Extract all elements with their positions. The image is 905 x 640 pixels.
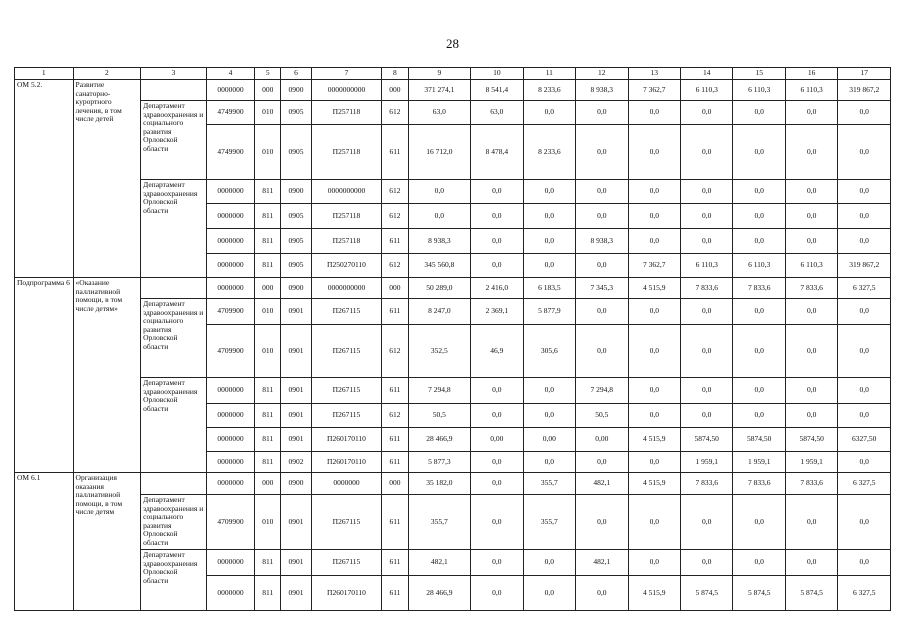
data-cell: 611 [382,576,408,611]
data-cell: 0,0 [628,101,680,125]
data-cell: 0,0 [733,325,785,378]
data-cell: 611 [382,452,408,473]
data-cell: 5874,50 [785,428,837,452]
data-cell: 0,0 [576,495,628,550]
measure-title: «Оказание паллиативной помощи, в том числе детям» [73,278,141,473]
data-cell: П267115 [311,378,382,404]
data-cell: 0,0 [680,550,732,576]
data-cell: 811 [255,404,281,428]
data-cell: 611 [382,378,408,404]
data-cell: П257118 [311,101,382,125]
data-cell: 4749900 [206,125,254,180]
data-cell: П260170110 [311,452,382,473]
data-cell: 611 [382,125,408,180]
data-cell: 0,0 [471,550,523,576]
data-cell: 0,0 [471,495,523,550]
table-row [15,299,891,325]
data-cell: 2 416,0 [471,278,523,299]
data-cell: 0,0 [471,180,523,204]
data-cell: 0,0 [628,452,680,473]
data-cell: 6 327,5 [838,473,891,495]
data-cell: 0,0 [680,378,732,404]
data-cell: 0000000 [206,278,254,299]
column-number: 16 [785,68,837,80]
data-cell: 0,0 [471,473,523,495]
data-cell: П267115 [311,404,382,428]
data-cell: 0,0 [838,299,891,325]
executor-cell [141,473,207,495]
data-cell: 000 [382,278,408,299]
data-cell: 0,0 [628,204,680,229]
data-cell: 0,0 [838,125,891,180]
executor-name: Департамент здравоохранения Орловской области [141,180,207,278]
measure-title: Организация оказания паллиативной помощи, в том числе детям [73,473,141,611]
data-cell: 0,0 [471,404,523,428]
data-cell: П267115 [311,299,382,325]
data-cell: 0000000 [206,378,254,404]
data-cell: 8 233,6 [523,80,575,101]
data-cell: 63,0 [471,101,523,125]
data-cell: 611 [382,299,408,325]
data-cell: 0902 [281,452,311,473]
data-cell: П257118 [311,229,382,254]
group-total-row [15,278,891,299]
data-cell: 4 515,9 [628,278,680,299]
data-cell: 482,1 [408,550,471,576]
data-cell: 0,0 [838,180,891,204]
data-cell: 6 110,3 [785,80,837,101]
data-cell: 0,0 [785,101,837,125]
data-cell: 5 874,5 [785,576,837,611]
data-cell: 355,7 [523,473,575,495]
data-cell: 0,0 [680,204,732,229]
data-cell: 0,0 [576,180,628,204]
data-cell: П257118 [311,125,382,180]
data-cell: 0,0 [785,229,837,254]
data-cell: 612 [382,180,408,204]
executor-name: Департамент здравоохранения и социального развития Орловской области [141,495,207,550]
data-cell: 0900 [281,278,311,299]
data-cell: 352,5 [408,325,471,378]
data-cell: 6 110,3 [733,80,785,101]
data-cell: 0,0 [523,254,575,278]
data-cell: 0901 [281,378,311,404]
data-cell: 8 541,4 [471,80,523,101]
data-cell: 0,0 [680,180,732,204]
data-cell: 0,0 [838,550,891,576]
data-cell: 0,0 [733,550,785,576]
column-number: 15 [733,68,785,80]
data-cell: 0,0 [733,404,785,428]
data-cell: 35 182,0 [408,473,471,495]
data-cell: 0,0 [523,452,575,473]
data-cell: 0,00 [523,428,575,452]
data-cell: 4709900 [206,495,254,550]
data-cell: 2 369,1 [471,299,523,325]
data-cell: 0,0 [576,101,628,125]
data-cell: 6 327,5 [838,278,891,299]
data-cell: 345 560,8 [408,254,471,278]
budget-table [14,67,891,611]
data-cell: 000 [382,80,408,101]
data-cell: 0,0 [733,204,785,229]
data-cell: 0,0 [523,101,575,125]
table-row [15,378,891,404]
data-cell: 0905 [281,204,311,229]
column-number: 6 [281,68,311,80]
data-cell: 305,6 [523,325,575,378]
data-cell: 0,0 [523,550,575,576]
data-cell: 0901 [281,299,311,325]
data-cell: 611 [382,550,408,576]
data-cell: 0,0 [733,180,785,204]
data-cell: 4 515,9 [628,576,680,611]
data-cell: 0,0 [680,229,732,254]
data-cell: 0,0 [523,404,575,428]
data-cell: 0,0 [523,180,575,204]
data-cell: 000 [255,80,281,101]
data-cell: П260170110 [311,576,382,611]
data-cell: 0901 [281,325,311,378]
column-number: 17 [838,68,891,80]
data-cell: 0,0 [471,204,523,229]
data-cell: 6 110,3 [680,254,732,278]
data-cell: 000 [382,473,408,495]
data-cell: 0,0 [628,229,680,254]
column-number: 5 [255,68,281,80]
data-cell: 811 [255,378,281,404]
data-cell: П267115 [311,550,382,576]
executor-name: Департамент здравоохранения и социального развития Орловской области [141,101,207,180]
data-cell: 0,0 [680,125,732,180]
data-cell: 612 [382,204,408,229]
data-cell: 0,0 [733,101,785,125]
data-cell: 0,0 [838,404,891,428]
column-number: 1 [15,68,74,80]
data-cell: 6 110,3 [733,254,785,278]
data-cell: 4709900 [206,299,254,325]
data-cell: 1 959,1 [680,452,732,473]
header-row [15,68,891,80]
data-cell: 63,0 [408,101,471,125]
column-number: 4 [206,68,254,80]
data-cell: 0000000000 [311,180,382,204]
data-cell: 50,5 [408,404,471,428]
data-cell: 611 [382,495,408,550]
data-cell: 0000000 [206,204,254,229]
data-cell: 482,1 [576,473,628,495]
data-cell: 0,0 [733,125,785,180]
data-cell: 0,0 [785,299,837,325]
data-cell: 612 [382,254,408,278]
data-cell: 0901 [281,576,311,611]
data-cell: 0,0 [576,254,628,278]
data-cell: 0000000 [206,180,254,204]
data-cell: 0905 [281,229,311,254]
data-cell: 6 183,5 [523,278,575,299]
data-cell: 0000000 [206,254,254,278]
data-cell: 0000000 [206,404,254,428]
data-cell: 0,0 [471,229,523,254]
data-cell: 6 110,3 [785,254,837,278]
data-cell: 0,0 [680,495,732,550]
data-cell: 7 294,8 [576,378,628,404]
data-cell: 5 877,3 [408,452,471,473]
data-cell: 0,0 [628,378,680,404]
data-cell: 319 867,2 [838,254,891,278]
data-cell: 010 [255,101,281,125]
data-cell: 0,0 [785,495,837,550]
data-cell: 4749900 [206,101,254,125]
data-cell: 7 833,6 [680,278,732,299]
data-cell: 4 515,9 [628,473,680,495]
data-cell: 0901 [281,404,311,428]
column-number: 7 [311,68,382,80]
executor-name: Департамент здравоохранения Орловской области [141,378,207,473]
data-cell: 0,0 [408,204,471,229]
executor-name: Департамент здравоохранения и социального развития Орловской области [141,299,207,378]
data-cell: 0,0 [785,404,837,428]
data-cell: 1 959,1 [733,452,785,473]
data-cell: 0,0 [523,204,575,229]
data-cell: 8 233,6 [523,125,575,180]
data-cell: 5 874,5 [680,576,732,611]
data-cell: П260170110 [311,428,382,452]
column-number: 13 [628,68,680,80]
data-cell: 0000000 [206,473,254,495]
data-cell: 371 274,1 [408,80,471,101]
data-cell: 010 [255,299,281,325]
column-number: 3 [141,68,207,80]
data-cell: 5 874,5 [733,576,785,611]
executor-name: Департамент здравоохранения Орловской области [141,550,207,611]
page-number: 28 [446,36,459,51]
column-number: 8 [382,68,408,80]
data-cell: 0,0 [680,101,732,125]
data-cell: 0900 [281,180,311,204]
data-cell: 0,0 [838,101,891,125]
column-number: 12 [576,68,628,80]
data-cell: 7 294,8 [408,378,471,404]
data-cell: 7 362,7 [628,80,680,101]
data-cell: 611 [382,229,408,254]
data-cell: 811 [255,452,281,473]
data-cell: 6 110,3 [680,80,732,101]
data-cell: 0901 [281,428,311,452]
data-cell: 319 867,2 [838,80,891,101]
data-cell: 000 [255,473,281,495]
data-cell: 50 289,0 [408,278,471,299]
data-cell: 0,0 [523,229,575,254]
data-cell: 0,0 [408,180,471,204]
data-cell: 0000000 [206,229,254,254]
column-number: 10 [471,68,523,80]
data-cell: 0,0 [785,378,837,404]
data-cell: 8 478,4 [471,125,523,180]
data-cell: 612 [382,101,408,125]
data-cell: 8 247,0 [408,299,471,325]
data-cell: 46,9 [471,325,523,378]
data-cell: 010 [255,325,281,378]
data-cell: 0,0 [838,229,891,254]
data-cell: 7 833,6 [785,278,837,299]
data-cell: 16 712,0 [408,125,471,180]
table-row [15,495,891,550]
column-number: 14 [680,68,732,80]
data-cell: 0,0 [576,452,628,473]
data-cell: 0900 [281,473,311,495]
data-cell: 0,0 [628,180,680,204]
data-cell: 6327,50 [838,428,891,452]
data-cell: 0,0 [471,576,523,611]
data-cell: 0,0 [733,378,785,404]
data-cell: 0,0 [838,378,891,404]
data-cell: 0,0 [785,125,837,180]
data-cell: 0,0 [838,204,891,229]
measure-code: ОМ 5.2. [15,80,74,278]
data-cell: 0901 [281,495,311,550]
column-number: 2 [73,68,141,80]
data-cell: 811 [255,180,281,204]
data-cell: 0,0 [838,452,891,473]
data-cell: 355,7 [408,495,471,550]
group-total-row [15,80,891,101]
data-cell: 0,00 [576,428,628,452]
data-cell: 811 [255,550,281,576]
group-total-row [15,473,891,495]
data-cell: 0,0 [733,229,785,254]
data-cell: 811 [255,204,281,229]
data-cell: 0,0 [785,180,837,204]
data-cell: 611 [382,428,408,452]
data-cell: 0,0 [628,550,680,576]
data-cell: 0,00 [471,428,523,452]
data-cell: 7 833,6 [680,473,732,495]
data-cell: 0900 [281,80,311,101]
data-cell: 0905 [281,101,311,125]
data-cell: 0,0 [785,325,837,378]
data-cell: П250270110 [311,254,382,278]
data-cell: 7 833,6 [733,473,785,495]
column-number: 11 [523,68,575,80]
executor-cell [141,278,207,299]
data-cell: 0,0 [576,576,628,611]
data-cell: 0,0 [471,452,523,473]
data-cell: 0,0 [523,576,575,611]
data-cell: 0,0 [838,495,891,550]
data-cell: 28 466,9 [408,428,471,452]
data-cell: 0,0 [523,378,575,404]
data-cell: 28 466,9 [408,576,471,611]
measure-code: ОМ 6.1 [15,473,74,611]
measure-title: Развитие санаторно-курортного лечения, в том числе детей [73,80,141,278]
measure-code: Подпрограмма 6 [15,278,74,473]
data-cell: 0,0 [785,550,837,576]
data-cell: 8 938,3 [408,229,471,254]
data-cell: 010 [255,495,281,550]
data-cell: 0,0 [576,125,628,180]
data-cell: 7 345,3 [576,278,628,299]
data-cell: 811 [255,576,281,611]
data-cell: 0905 [281,254,311,278]
data-cell: 0905 [281,125,311,180]
data-cell: 0,0 [471,254,523,278]
data-cell: 5874,50 [680,428,732,452]
data-cell: 811 [255,428,281,452]
data-cell: П267115 [311,495,382,550]
data-cell: 612 [382,325,408,378]
data-cell: 0,0 [733,495,785,550]
data-cell: 000 [255,278,281,299]
data-cell: 482,1 [576,550,628,576]
data-cell: 010 [255,125,281,180]
data-cell: 0000000 [206,452,254,473]
data-cell: 0000000 [206,550,254,576]
data-cell: 0,0 [680,325,732,378]
data-cell: 0000000 [206,428,254,452]
data-cell: 0,0 [628,495,680,550]
data-cell: 1 959,1 [785,452,837,473]
data-cell: 0000000 [206,576,254,611]
executor-cell [141,80,207,101]
table-row [15,550,891,576]
data-cell: 0,0 [838,325,891,378]
data-cell: П267115 [311,325,382,378]
data-cell: 0,0 [471,378,523,404]
data-cell: 0000000 [206,80,254,101]
data-cell: 8 938,3 [576,229,628,254]
data-cell: 811 [255,254,281,278]
data-cell: 0000000000 [311,278,382,299]
data-cell: 0,0 [733,299,785,325]
data-cell: 0000000000 [311,80,382,101]
data-cell: 0,0 [628,125,680,180]
data-cell: 0901 [281,550,311,576]
data-cell: 5874,50 [733,428,785,452]
data-cell: 6 327,5 [838,576,891,611]
data-cell: П257118 [311,204,382,229]
data-cell: 7 833,6 [733,278,785,299]
column-number: 9 [408,68,471,80]
data-cell: 0,0 [628,299,680,325]
data-cell: 8 938,3 [576,80,628,101]
data-cell: 5 877,9 [523,299,575,325]
data-cell: 0,0 [628,325,680,378]
data-cell: 0,0 [680,299,732,325]
table-row [15,101,891,125]
data-cell: 7 362,7 [628,254,680,278]
data-cell: 0,0 [628,404,680,428]
data-cell: 0,0 [576,325,628,378]
data-cell: 811 [255,229,281,254]
data-cell: 0,0 [576,204,628,229]
table-row [15,180,891,204]
data-cell: 4709900 [206,325,254,378]
data-cell: 0000000 [311,473,382,495]
data-cell: 612 [382,404,408,428]
data-cell: 0,0 [576,299,628,325]
data-cell: 0,0 [680,404,732,428]
data-cell: 355,7 [523,495,575,550]
data-cell: 0,0 [785,204,837,229]
data-cell: 7 833,6 [785,473,837,495]
data-cell: 50,5 [576,404,628,428]
data-cell: 4 515,9 [628,428,680,452]
